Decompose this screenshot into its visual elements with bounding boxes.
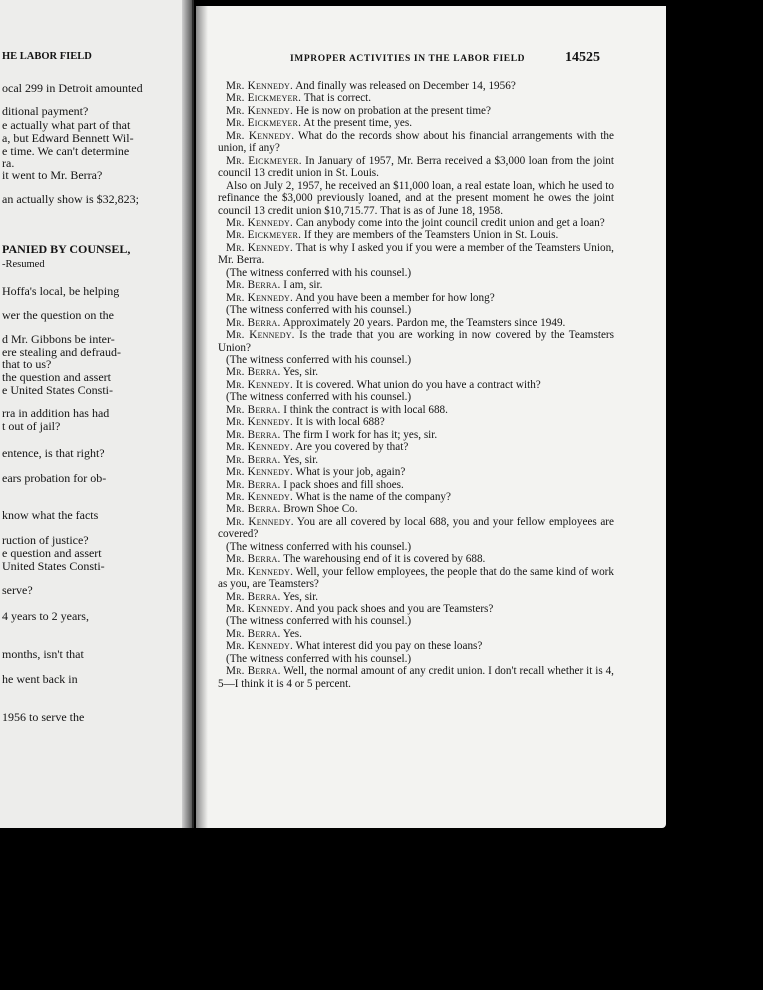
speaker-name: Mr. Eickmeyer. (226, 229, 302, 242)
left-text-line: e actually what part of that (2, 118, 131, 132)
transcript-paragraph (218, 479, 614, 491)
left-text-line: months, isn't that (2, 647, 84, 661)
transcript-paragraph (218, 566, 614, 591)
speaker-name: Mr. Kennedy. (226, 603, 294, 616)
left-text-line: serve? (2, 583, 33, 597)
transcript-paragraph (218, 217, 614, 229)
transcript-paragraph (218, 503, 614, 515)
transcript-column (218, 80, 614, 690)
speech-text: (The witness conferred with his counsel.) (226, 391, 412, 404)
speaker-name: Mr. Berra. (226, 503, 281, 516)
speech-text: Yes, sir. (280, 366, 319, 379)
speech-text: You are all covered by local 688, you and your fellow employees are covered? (218, 515, 614, 541)
speech-text: At the present time, yes. (301, 117, 413, 130)
transcript-paragraph (218, 628, 614, 640)
speaker-name: Mr. Berra. (226, 279, 281, 292)
left-text-line: that to us? (2, 357, 52, 371)
speech-text: In January of 1957, Mr. Berra received a $3,000 loan from the joint council 13 credit union in St. Louis. (218, 154, 614, 180)
speech-text: Well, the normal amount of any credit union. I don't recall whether it is 4, 5—I think it is 4 or 5 percent. (218, 665, 614, 690)
left-text-line: PANIED BY COUNSEL, (2, 242, 131, 256)
speech-text: Can anybody come into the joint council credit union and get a loan? (293, 216, 605, 229)
left-text-line: ditional payment? (2, 104, 89, 118)
transcript-paragraph (218, 279, 614, 291)
transcript-paragraph (218, 615, 614, 627)
left-text-line: -Resumed (2, 259, 45, 270)
gutter-shadow (196, 6, 208, 828)
speaker-name: Mr. Berra. (226, 428, 281, 441)
speaker-name: Mr. Berra. (226, 553, 281, 566)
left-text-line: entence, is that right? (2, 446, 105, 460)
transcript-paragraph (218, 354, 614, 366)
left-text-line: he went back in (2, 672, 78, 686)
transcript-paragraph (218, 317, 614, 329)
left-text-line: Hoffa's local, be helping (2, 284, 120, 298)
left-text-line: wer the question on the (2, 308, 114, 322)
left-page-gutter (182, 0, 192, 828)
speaker-name: Mr. Berra. (226, 403, 281, 416)
speaker-name: Mr. Eickmeyer. (226, 154, 302, 167)
speech-text: Is the trade that you are working in now covered by the Teamsters Union? (218, 329, 614, 354)
speaker-name: Mr. Berra. (226, 665, 281, 678)
transcript-paragraph (218, 92, 614, 104)
transcript-paragraph (218, 591, 614, 603)
speaker-name: Mr. Berra. (226, 316, 281, 329)
left-text-line: a, but Edward Bennett Wil- (2, 131, 134, 145)
left-text-line: ears probation for ob- (2, 471, 107, 485)
left-text-line: d Mr. Gibbons be inter- (2, 332, 115, 346)
speech-text: What is the name of the company? (293, 490, 451, 503)
left-text-line: know what the facts (2, 508, 99, 522)
speaker-name: Mr. Kennedy. (226, 515, 294, 528)
left-text-line: HE LABOR FIELD (2, 51, 92, 62)
left-text-line: an actually show is $32,823; (2, 192, 139, 206)
speech-text: Also on July 2, 1957, he received an $11,000 loan, a real estate loan, which he used to refinance the $3,000 previously loaned, and at the present moment he owes the joint council 13 credit union $10,715.77. That is as of June 18, 1958. (218, 179, 614, 217)
left-text-line: t out of jail? (2, 419, 61, 433)
speaker-name: Mr. Eickmeyer. (226, 92, 302, 105)
speech-text: And you pack shoes and you are Teamsters? (293, 603, 494, 616)
transcript-paragraph (218, 516, 614, 541)
transcript-paragraph (218, 640, 614, 652)
left-text-line: it went to Mr. Berra? (2, 168, 103, 182)
speech-text: It is covered. What union do you have a contract with? (293, 378, 541, 391)
transcript-paragraph (218, 404, 614, 416)
speaker-name: Mr. Kennedy. (226, 241, 294, 254)
transcript-paragraph (218, 105, 614, 117)
left-text-line: 4 years to 2 years, (2, 609, 89, 623)
left-text-line: ruction of justice? (2, 533, 89, 547)
transcript-paragraph (218, 553, 614, 565)
left-text-line: ere stealing and defraud- (2, 345, 121, 359)
left-text-line: ocal 299 in Detroit amounted (2, 81, 143, 95)
transcript-paragraph (218, 541, 614, 553)
transcript-paragraph (218, 304, 614, 316)
speech-text: He is now on probation at the present time? (293, 104, 491, 117)
speaker-name: Mr. Kennedy. (226, 378, 294, 391)
transcript-paragraph (218, 454, 614, 466)
speaker-name: Mr. Kennedy. (226, 466, 294, 479)
transcript-paragraph (218, 391, 614, 403)
speaker-name: Mr. Kennedy. (226, 416, 294, 429)
speech-text: (The witness conferred with his counsel.) (226, 304, 412, 317)
right-page (196, 6, 666, 828)
speech-text: (The witness conferred with his counsel.) (226, 353, 412, 366)
speech-text: Are you covered by that? (293, 441, 409, 454)
transcript-paragraph (218, 665, 614, 690)
speech-text: If they are members of the Teamsters Union in St. Louis. (301, 229, 559, 242)
transcript-paragraph (218, 130, 614, 155)
left-text-line: United States Consti- (2, 559, 105, 573)
speech-text: Approximately 20 years. Pardon me, the Teamsters since 1949. (280, 316, 566, 329)
speaker-name: Mr. Kennedy. (226, 490, 294, 503)
speech-text: It is with local 688? (293, 416, 385, 429)
speech-text: That is why I asked you if you were a member of the Teamsters Union, Mr. Berra. (218, 241, 614, 267)
left-text-line: e question and assert (2, 546, 102, 560)
left-page-fragment (0, 0, 194, 828)
speaker-name: Mr. Kennedy. (226, 329, 295, 342)
transcript-paragraph (218, 441, 614, 453)
transcript-paragraph (218, 80, 614, 92)
transcript-paragraph (218, 603, 614, 615)
transcript-paragraph (218, 379, 614, 391)
speech-text: Brown Shoe Co. (280, 503, 358, 516)
speech-text: What interest did you pay on these loans? (293, 640, 483, 653)
speech-text: (The witness conferred with his counsel.) (226, 652, 412, 665)
transcript-paragraph (218, 229, 614, 241)
speaker-name: Mr. Berra. (226, 366, 281, 379)
page-number: 14525 (565, 50, 600, 65)
speech-text: (The witness conferred with his counsel.) (226, 266, 412, 279)
speech-text: (The witness conferred with his counsel.) (226, 540, 412, 553)
speech-text: And you have been a member for how long? (293, 291, 495, 304)
transcript-paragraph (218, 242, 614, 267)
transcript-paragraph (218, 267, 614, 279)
transcript-paragraph (218, 292, 614, 304)
speech-text: I think the contract is with local 688. (280, 403, 448, 416)
speech-text: Yes, sir. (280, 453, 319, 466)
transcript-paragraph (218, 429, 614, 441)
left-text-line: the question and assert (2, 370, 111, 384)
transcript-paragraph (218, 155, 614, 180)
transcript-paragraph (218, 491, 614, 503)
speech-text: I am, sir. (280, 279, 323, 292)
speaker-name: Mr. Kennedy. (226, 565, 294, 578)
left-text-line: ra. (2, 156, 15, 170)
speaker-name: Mr. Kennedy. (226, 104, 294, 117)
running-header: IMPROPER ACTIVITIES IN THE LABOR FIELD (290, 54, 526, 64)
transcript-paragraph (218, 653, 614, 665)
speech-text: Yes. (280, 627, 302, 640)
speaker-name: Mr. Berra. (226, 478, 281, 491)
speaker-name: Mr. Berra. (226, 590, 281, 603)
speech-text: Yes, sir. (280, 590, 319, 603)
speech-text: Well, your fellow employees, the people that do the same kind of work as you, are Teamsters? (218, 565, 614, 591)
speaker-name: Mr. Berra. (226, 627, 281, 640)
speech-text: That is correct. (301, 92, 372, 105)
speech-text: And finally was released on December 14, 1956? (293, 80, 516, 92)
speech-text: The firm I work for has it; yes, sir. (280, 428, 438, 441)
left-text-line: 1956 to serve the (2, 710, 85, 724)
speech-text: I pack shoes and fill shoes. (280, 478, 404, 491)
left-text-line: rra in addition has had (2, 406, 110, 420)
speaker-name: Mr. Kennedy. (226, 216, 294, 229)
speaker-name: Mr. Kennedy. (226, 441, 294, 454)
speaker-name: Mr. Kennedy. (226, 80, 294, 92)
transcript-paragraph (218, 117, 614, 129)
transcript-paragraph (218, 180, 614, 217)
speech-text: The warehousing end of it is covered by 688. (280, 553, 486, 566)
left-text-line: e time. We can't determine (2, 144, 130, 158)
speaker-name: Mr. Kennedy. (226, 291, 294, 304)
transcript-paragraph (218, 366, 614, 378)
speaker-name: Mr. Eickmeyer. (226, 117, 302, 130)
speaker-name: Mr. Kennedy. (226, 129, 295, 142)
speaker-name: Mr. Berra. (226, 453, 281, 466)
speech-text: What do the records show about his financial arrangements with the union, if any? (218, 129, 614, 155)
speech-text: (The witness conferred with his counsel.) (226, 615, 412, 628)
left-text-line: e United States Consti- (2, 383, 113, 397)
speech-text: What is your job, again? (293, 466, 406, 479)
transcript-paragraph (218, 416, 614, 428)
transcript-paragraph (218, 466, 614, 478)
speaker-name: Mr. Kennedy. (226, 640, 294, 653)
transcript-paragraph (218, 329, 614, 354)
